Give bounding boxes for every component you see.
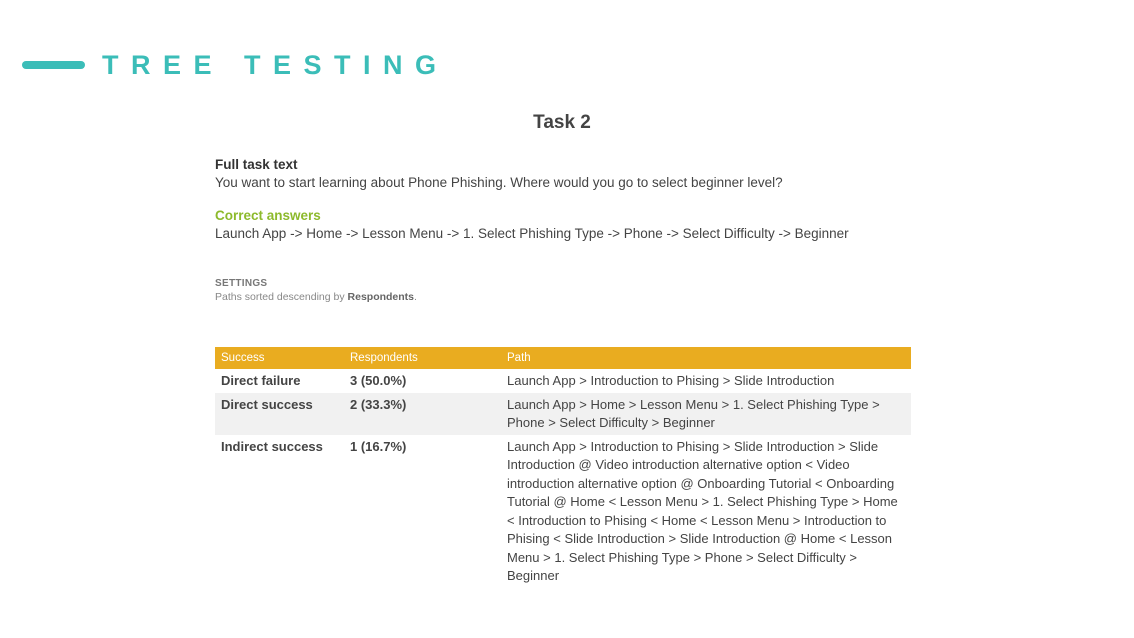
full-task-label: Full task text [215,157,298,172]
full-task-section [215,157,783,190]
table-row [215,393,911,435]
column-header-path: Path [501,347,911,369]
table-row [215,369,911,393]
respondents-cell: 1 (16.7%) [350,438,407,454]
settings-title: SETTINGS [215,278,268,289]
correct-answers-section [215,208,849,241]
success-cell: Direct failure [221,373,301,388]
settings-section [215,278,417,303]
settings-note [215,291,417,303]
task-title: Task 2 [533,112,591,133]
respondents-cell: 2 (33.3%) [344,393,501,435]
correct-answers-label: Correct answers [215,208,321,223]
full-task-text: You want to start learning about Phone Phishing. Where would you go to select beginner level? [215,175,783,190]
respondents-cell: 3 (50.0%) [350,373,407,388]
path-cell: Launch App > Introduction to Phising > Slide Introduction [507,373,835,388]
table-header-row [215,347,911,369]
results-table [215,347,911,588]
settings-note-prefix: Paths sorted descending by [215,291,348,303]
success-cell: Indirect success [221,438,323,454]
correct-answers-path: Launch App -> Home -> Lesson Menu -> 1. Select Phishing Type -> Phone -> Select Difficulty -> Beginner [215,226,849,241]
column-header-respondents: Respondents [344,347,501,369]
table-row [215,435,911,588]
page-title: TREE TESTING [102,50,449,80]
settings-note-key: Respondents [347,291,415,303]
header-accent-bar [22,61,85,69]
path-cell: Launch App > Introduction to Phising > Slide Introduction > Slide Introduction @ Video introduction alternative option < Video introduction alternative option @ Onboarding Tutorial < Onboarding Tutorial @ Home < Lesson Menu > 1. Select Phishing Type > Home < Introduction to Phising < Home < Lesson Menu > Introduction to Phising < Slide Introduction > Slide Introduction @ Home < Lesson Menu > 1. Select Phishing Type > Phone > Select Difficulty > Beginner [507,438,898,583]
success-cell: Direct success [215,393,344,435]
path-cell: Launch App > Home > Lesson Menu > 1. Select Phishing Type > Phone > Select Difficulty > Beginner [501,393,911,435]
settings-note-suffix: . [414,291,417,303]
column-header-success: Success [215,347,344,369]
